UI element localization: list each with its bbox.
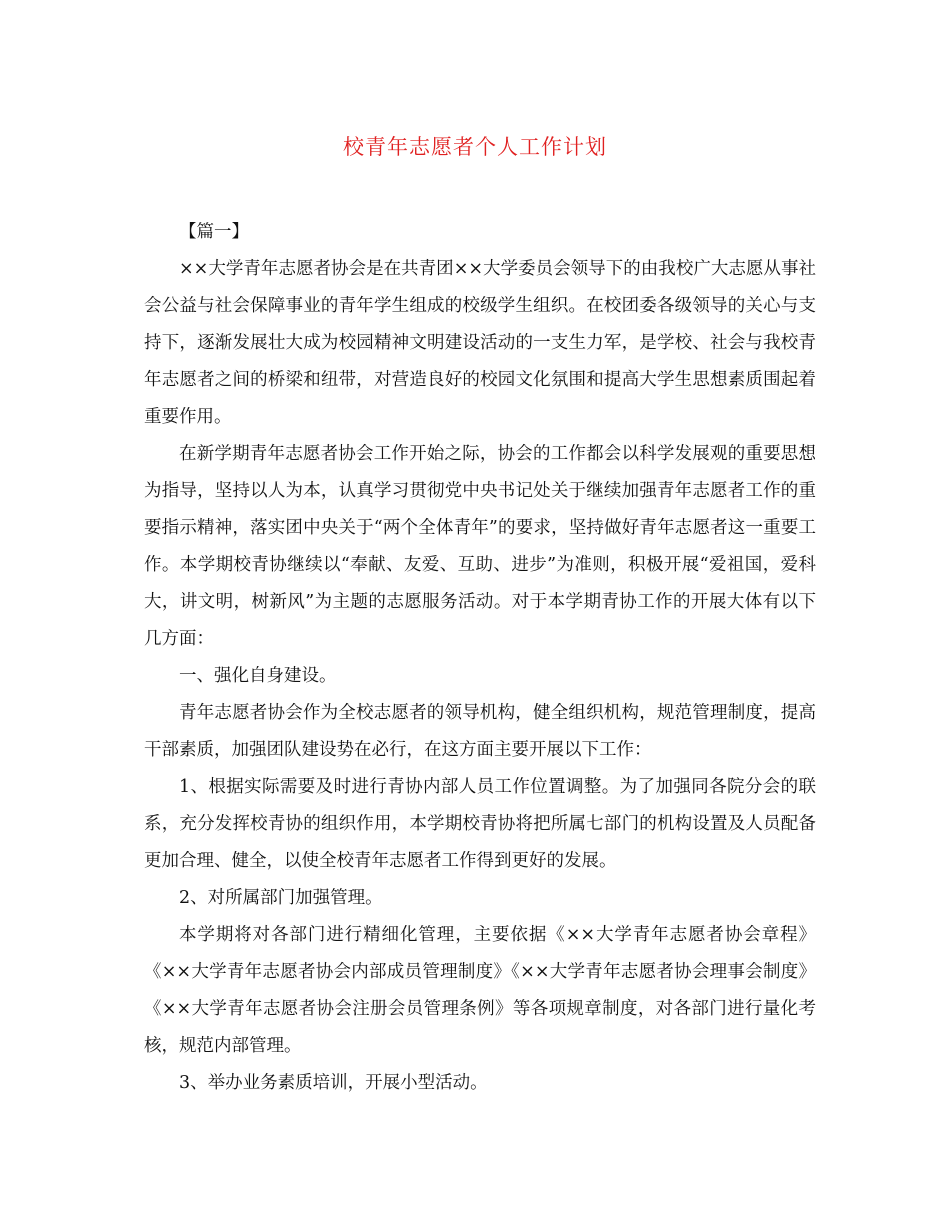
list-item-2: 2、对所属部门加强管理。 bbox=[179, 888, 383, 908]
paragraph-intro: ××大学青年志愿者协会是在共青团××大学委员会领导下的由我校广大志愿从事社会公益与社会保障事业的青年学生组成的校级学生组织。在校团委各级领导的关心与支持下，逐渐发展壮大成为校园精神文明建设活动的一支生力军，是学校、社会与我校青年志愿者之间的桥梁和纽带，对营造良好的校园文化氛围和提高大学生思想素质围起着重要作用。 bbox=[144, 259, 816, 427]
list-item-3: 3、举办业务素质培训，开展小型活动。 bbox=[179, 1073, 488, 1093]
paragraph-organization: 青年志愿者协会作为全校志愿者的领导机构，健全组织机构，规范管理制度，提高干部素质，加强团队建设势在必行，在这方面主要开展以下工作： bbox=[144, 703, 816, 760]
list-item-1: 1、根据实际需要及时进行青协内部人员工作位置调整。为了加强同各院分会的联系，充分发挥校青协的组织作用，本学期校青协将把所属七部门的机构设置及人员配备更加合理、健全，以使全校青年志愿者工作得到更好的发展。 bbox=[144, 777, 816, 871]
subheading-self-building: 一、强化自身建设。 bbox=[179, 666, 337, 686]
paragraph-plan-overview: 在新学期青年志愿者协会工作开始之际，协会的工作都会以科学发展观的重要思想为指导，坚持以人为本，认真学习贯彻党中央书记处关于继续加强青年志愿者工作的重要指示精神，落实团中央关于“两个全体青年”的要求，坚持做好青年志愿者这一重要工作。本学期校青协继续以“奉献、友爱、互助、进步”为准则，积极开展“爱祖国，爱科大，讲文明，树新风”为主题的志愿服务活动。对于本学期青协工作的开展大体有以下几方面： bbox=[144, 444, 816, 649]
document-title: 校青年志愿者个人工作计划 bbox=[343, 135, 607, 159]
section-heading: 【篇一】 bbox=[179, 222, 249, 242]
paragraph-management: 本学期将对各部门进行精细化管理，主要依据《××大学青年志愿者协会章程》《××大学青年志愿者协会内部成员管理制度》《××大学青年志愿者协会理事会制度》《××大学青年志愿者协会注册会员管理条例》等各项规章制度，对各部门进行量化考核，规范内部管理。 bbox=[144, 925, 816, 1056]
document-body bbox=[144, 214, 816, 1102]
